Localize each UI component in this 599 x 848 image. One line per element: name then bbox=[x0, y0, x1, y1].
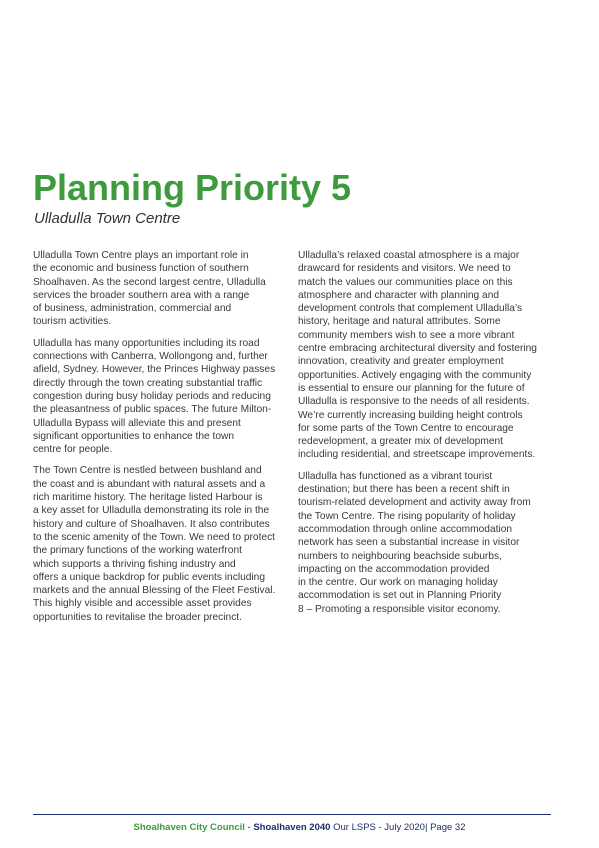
page-title: Planning Priority 5 bbox=[33, 167, 352, 208]
footer-org: Shoalhaven City Council bbox=[133, 822, 245, 833]
paragraph: Ulladulla Town Centre plays an important role in the economic and business function of southern Shoalhaven. As the second largest centre, Ulladulla services the broader southern area with a range of business, administration, commercial and tourism activities. bbox=[33, 250, 266, 328]
footer-page-number: Page 32 bbox=[427, 822, 466, 833]
paragraph: Ulladulla has functioned as a vibrant tourist destination; but there has been a recent shift in tourism-related development and activity away from the Town Centre. The rising popularity of holiday accommodation through online accommodation network has seen a substantial increase in visitor numbers to neighbouring beachside suburbs, impacting on the accommodation provided in the centre. Our work on managing holiday accommodation is set out in Planning Priority 8 – Promoting a responsible visitor economy. bbox=[298, 470, 531, 615]
left-column bbox=[33, 249, 285, 632]
footer-plan-name: Shoalhaven 2040 bbox=[253, 822, 331, 833]
right-column bbox=[298, 249, 550, 624]
footer-doc-info: Our LSPS - July 2020 bbox=[330, 822, 425, 833]
paragraph: Ulladulla has many opportunities including its road connections with Canberra, Wollongong and, further afield, Sydney. However, the Princes Highway passes directly through the town creating substantial traffic congestion during busy holiday periods and reducing the pleasantness of public spaces. The future Milton- Ulladulla Bypass will alleviate this and present significant opportunities to enhance the town centre for people. bbox=[33, 337, 276, 456]
paragraph: Ulladulla’s relaxed coastal atmosphere is a major drawcard for residents and visitors. We need to match the values our communities place on this atmosphere and character with planning and development controls that complement Ulladulla’s history, heritage and natural attributes. Some community members wish to see a more vibrant centre embracing architectural diversity and fostering innovation, creativity and greater employment opportunities. Actively engaging with the community is essential to ensure our planning for the future of Ulladulla is responsive to the needs of all residents. We’re currently increasing building height controls for some parts of the Town Centre to encourage redevelopment, a greater mix of development including residential, and streetscape improvements. bbox=[298, 250, 537, 461]
page-subtitle: Ulladulla Town Centre bbox=[34, 210, 181, 227]
page-footer bbox=[0, 822, 599, 833]
footer-divider bbox=[33, 814, 551, 815]
footer-dash: - bbox=[244, 822, 254, 833]
footer-separator: | bbox=[424, 822, 428, 833]
paragraph: The Town Centre is nestled between bushland and the coast and is abundant with natural assets and a rich maritime history. The heritage listed Harbour is a key asset for Ulladulla demonstrating its role in the history and culture of Shoalhaven. It also contributes to the scenic amenity of the Town. We need to protect the primary functions of the working waterfront which supports a thriving fishing industry and offers a unique backdrop for public events including markets and the annual Blessing of the Fleet Festival. This highly visible and accessible asset provides opportunities to revitalise the broader precinct. bbox=[33, 465, 276, 623]
